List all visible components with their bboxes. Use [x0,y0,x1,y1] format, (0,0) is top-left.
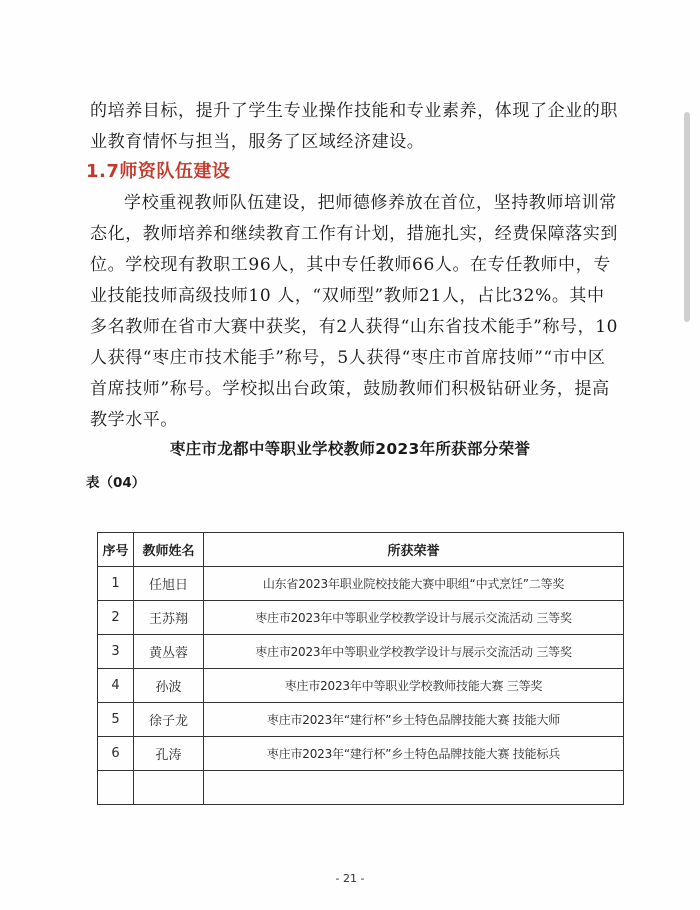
honors-table [97,532,624,805]
cell-teacher-name: 王苏翔 [134,601,204,635]
cell-honor: 枣庄市2023年“建行杯”乡土特色品牌技能大赛 技能大师 [204,703,624,737]
cell-seq: 5 [98,703,134,737]
table-row [98,669,624,703]
table-header-row [98,533,624,567]
table-row-empty [98,771,624,805]
table-caption: 表（04） [86,475,146,491]
paragraph-intro: 的培养目标，提升了学生专业操作技能和专业素养，体现了企业的职业教育情怀与担当，服务了区域经济建设。 [90,101,618,152]
cell-honor: 枣庄市2023年中等职业学校教学设计与展示交流活动 三等奖 [204,635,624,669]
cell-honor: 山东省2023年职业院校技能大赛中职组“中式烹饪”二等奖 [204,567,624,601]
table-title: 枣庄市龙都中等职业学校教师2023年所获部分荣誉 [169,440,531,458]
cell-honor: 枣庄市2023年中等职业学校教学设计与展示交流活动 三等奖 [204,601,624,635]
cell-teacher-name: 任旭日 [134,567,204,601]
cell-honor: 枣庄市2023年中等职业学校教师技能大赛 三等奖 [204,669,624,703]
table-row [98,737,624,771]
header-honor: 所获荣誉 [204,533,624,567]
table-row [98,601,624,635]
cell-teacher-name [134,771,204,805]
cell-teacher-name: 孔涛 [134,737,204,771]
cell-seq: 6 [98,737,134,771]
cell-honor [204,771,624,805]
table-row [98,703,624,737]
page-number: - 21 - [335,872,365,885]
cell-honor: 枣庄市2023年“建行杯”乡土特色品牌技能大赛 技能标兵 [204,737,624,771]
cell-seq: 3 [98,635,134,669]
scrollbar[interactable] [684,112,690,322]
table-row [98,567,624,601]
table-row [98,635,624,669]
cell-teacher-name: 黄丛蓉 [134,635,204,669]
cell-seq: 1 [98,567,134,601]
paragraph-teacher-team: 学校重视教师队伍建设，把师德修养放在首位，坚持教师培训常态化，教师培养和继续教育工作有计划，措施扎实，经费保障落实到位。学校现有教职工96人，其中专任教师66人。在专任教师中，专业技能技师高级技师10 人，“双师型”教师21人，占比32%。其中多名教师在省市大赛中获奖，有2人获得“山东省技术能手”称号，10人获得“枣庄市技术能手”称号，5人获得“枣庄市首席技师”“市中区首席技师”称号。学校拟出台政策，鼓励教师们积极钻研业务，提高教学水平。 [90,193,619,430]
header-seq: 序号 [98,533,134,567]
cell-teacher-name: 孙波 [134,669,204,703]
cell-seq: 4 [98,669,134,703]
cell-teacher-name: 徐子龙 [134,703,204,737]
section-heading: 1.7师资队伍建设 [86,161,231,182]
cell-seq [98,771,134,805]
cell-seq: 2 [98,601,134,635]
header-teacher-name: 教师姓名 [134,533,204,567]
